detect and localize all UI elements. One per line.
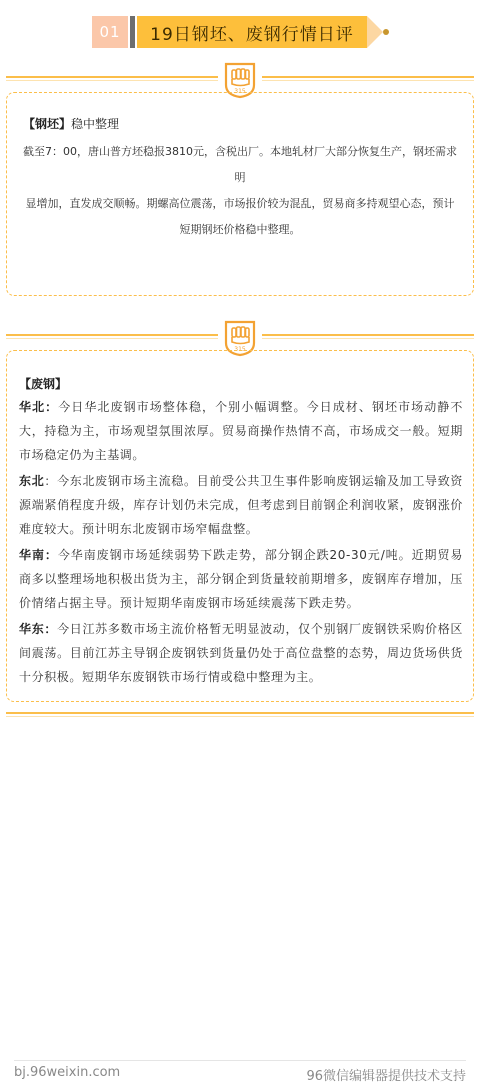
header-arrow (367, 16, 383, 48)
billet-card (6, 92, 474, 296)
billet-line: 显增加，直发成交顺畅。期螺高位震荡，市场报价较为混乱，贸易商多持观望心态，预计 (25, 197, 455, 210)
billet-line: 截至7：00，唐山普方坯稳报3810元，含税出厂。本地轧材厂大部分恢复生产，钢坯需求明 (23, 145, 457, 184)
footer-credit: 96微信编辑器提供技术支持 (306, 1069, 466, 1084)
region-paragraph-south (19, 543, 463, 615)
region-label: 华北： (19, 400, 59, 414)
scrap-card (6, 350, 474, 702)
region-paragraph-northeast (19, 469, 463, 541)
region-paragraph-north (19, 395, 463, 467)
header-dot (383, 29, 389, 35)
badge-text: 315 (234, 346, 246, 353)
scrap-body (19, 395, 463, 691)
region-text: 今日华北废钢市场整体稳，个别小幅调整。今日成材、钢坯市场动静不大，持稳为主，市场观望氛围浓厚。贸易商操作热情不高，市场成交一般。短期市场稳定仍为主基调。 (19, 400, 463, 462)
section-header (0, 14, 480, 50)
region-label: 华南： (19, 548, 58, 562)
region-text: 今日江苏多数市场主流价格暂无明显波动，仅个别钢厂废钢铁采购价格区间震荡。目前江苏主导钢企废钢铁到货量仍处于高位盘整的态势，周边货场供货十分积极。短期华东废钢铁市场行情或稳中整理为主。 (19, 622, 464, 684)
header-separator (130, 16, 135, 48)
region-label: 东北 (19, 474, 45, 488)
bottom-divider-line-thin (6, 716, 474, 717)
section-number: 01 (92, 16, 128, 48)
section-title: 19日钢坯、废钢行情日评 (137, 16, 367, 48)
billet-heading (23, 115, 119, 132)
region-text: ：今东北废钢市场主流稳。目前受公共卫生事件影响废钢运输及加工导致资源端紧俏程度升级，库存计划仍未完成，但考虑到目前钢企利润收紧，废钢涨价难度较大。预计明东北废钢市场窄幅盘整。 (19, 474, 464, 536)
scrap-heading: 【废钢】 (19, 377, 68, 391)
bottom-divider-line (6, 712, 474, 714)
region-paragraph-east (19, 617, 463, 689)
region-text: 今华南废钢市场延续弱势下跌走势，部分钢企跌20-30元/吨。近期贸易商多以整理场地积极出货为主，部分钢企到货量较前期增多，废钢库存增加，压价情绪占据主导。预计短期华南废钢市场延续震荡下跌走势。 (19, 548, 463, 610)
region-label: 华东： (19, 622, 58, 636)
billet-heading-bracket: 【钢坯】 (23, 117, 72, 131)
billet-line: 短期钢坯价格稳中整理。 (179, 223, 301, 236)
footer-site-link[interactable]: bj.96weixin.com (14, 1065, 121, 1080)
billet-body (19, 139, 461, 243)
badge-text: 315 (234, 88, 246, 95)
billet-heading-text: 稳中整理 (71, 117, 120, 131)
footer (14, 1060, 466, 1085)
